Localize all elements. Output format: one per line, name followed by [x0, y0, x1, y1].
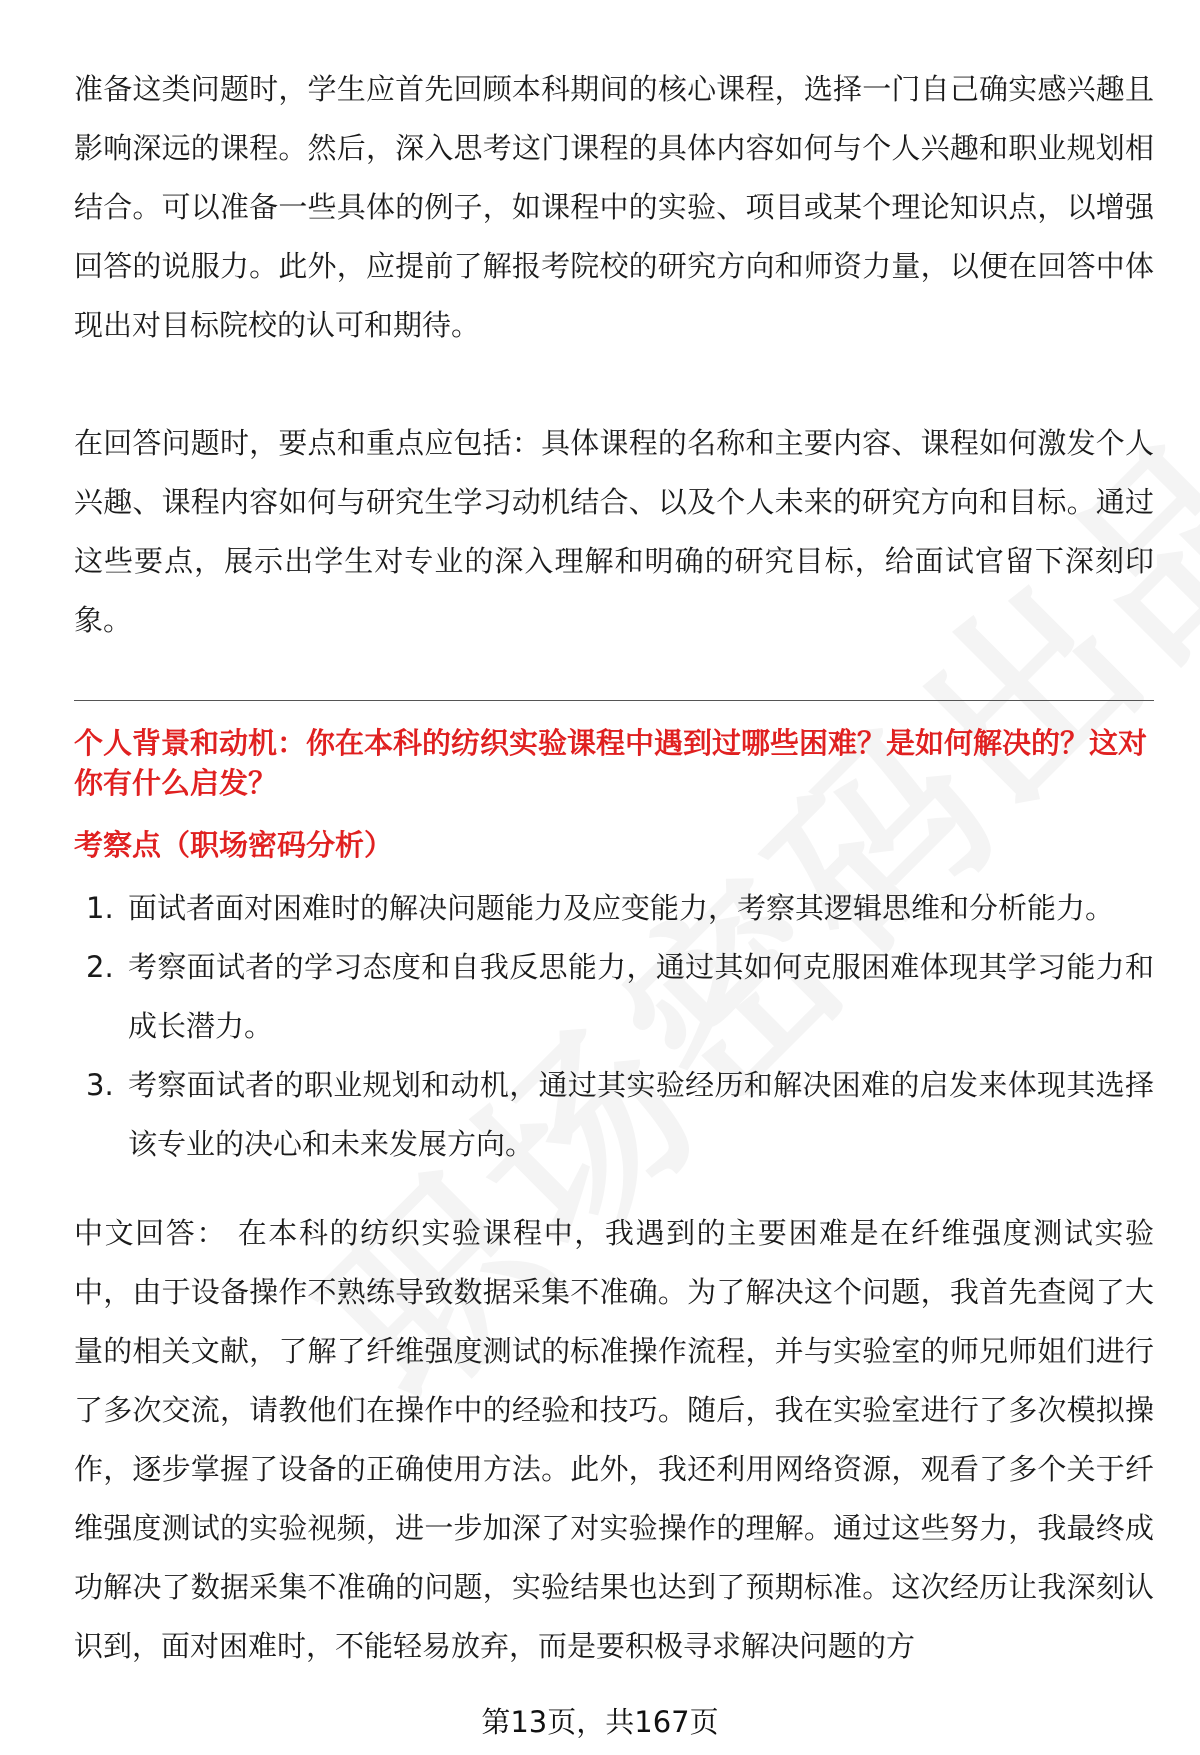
list-item-number: 1.: [86, 891, 114, 925]
list-item: [74, 1056, 1154, 1174]
list-item-text: 考察面试者的学习态度和自我反思能力，通过其如何克服困难体现其学习能力和成长潜力。: [128, 950, 1154, 1043]
list-item-text: 考察面试者的职业规划和动机，通过其实验经历和解决困难的启发来体现其选择该专业的决心和未来发展方向。: [128, 1068, 1154, 1161]
list-item-number: 2.: [86, 950, 114, 984]
list-item-text: 面试者面对困难时的解决问题能力及应变能力，考察其逻辑思维和分析能力。: [128, 891, 1115, 925]
page-content: [74, 60, 1154, 1676]
paragraph-preparation: 准备这类问题时，学生应首先回顾本科期间的核心课程，选择一门自己确实感兴趣且影响深远的课程。然后，深入思考这门课程的具体内容如何与个人兴趣和职业规划相结合。可以准备一些具体的例子，如课程中的实验、项目或某个理论知识点，以增强回答的说服力。此外，应提前了解报考院校的研究方向和师资力量，以便在回答中体现出对目标院校的认可和期待。: [74, 72, 1154, 342]
list-item: [74, 879, 1154, 938]
question-heading: 个人背景和动机：你在本科的纺织实验课程中遇到过哪些困难？是如何解决的？这对你有什么启发？: [74, 726, 1148, 800]
chinese-answer: 中文回答： 在本科的纺织实验课程中，我遇到的主要困难是在纤维强度测试实验中，由于设备操作不熟练导致数据采集不准确。为了解决这个问题，我首先查阅了大量的相关文献，了解了纤维强度测试的标准操作流程，并与实验室的师兄师姐们进行了多次交流，请教他们在操作中的经验和技巧。随后，我在实验室进行了多次模拟操作，逐步掌握了设备的正确使用方法。此外，我还利用网络资源，观看了多个关于纤维强度测试的实验视频，进一步加深了对实验操作的理解。通过这些努力，我最终成功解决了数据采集不准确的问题，实验结果也达到了预期标准。这次经历让我深刻认识到，面对困难时，不能轻易放弃，而是要积极寻求解决问题的方: [74, 1216, 1154, 1663]
list-item-number: 3.: [86, 1068, 114, 1102]
page-number-footer: 第13页，共167页: [481, 1705, 719, 1739]
assessment-points-list: [74, 879, 1154, 1174]
paragraph-key-points: 在回答问题时，要点和重点应包括：具体课程的名称和主要内容、课程如何激发个人兴趣、课程内容如何与研究生学习动机结合、以及个人未来的研究方向和目标。通过这些要点，展示出学生对专业的深入理解和明确的研究目标，给面试官留下深刻印象。: [74, 426, 1154, 637]
section-divider: [74, 700, 1154, 701]
list-item: [74, 938, 1154, 1056]
assessment-subheading: 考察点（职场密码分析）: [74, 828, 394, 862]
